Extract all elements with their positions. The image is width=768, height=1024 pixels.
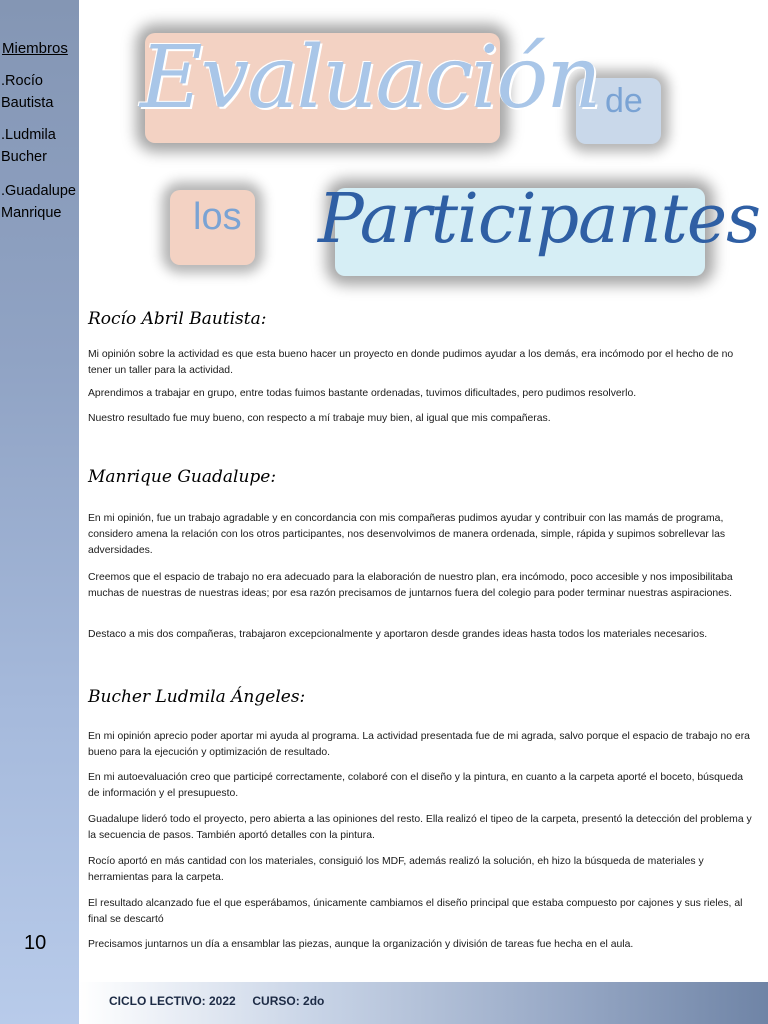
section-heading-guadalupe: Manrique Guadalupe: — [88, 467, 277, 487]
paragraph: Mi opinión sobre la actividad es que esta bueno hacer un proyecto en donde pudimos ayudar a los demás, era incómodo por el hecho de no tener un taller para la actividad. — [88, 349, 734, 376]
section-heading-rocio: Rocío Abril Bautista: — [88, 309, 267, 329]
member-guadalupe: .Guadalupe Manrique — [1, 183, 76, 221]
paragraph: El resultado alcanzado fue el que esperábamos, únicamente cambiamos el diseño principal que estaba compuesto por cajones y sus rieles, al final se descartó — [88, 898, 743, 925]
paragraph: Rocío aportó en más cantidad con los materiales, consiguió los MDF, además realizó la solución, eh hizo la búsqueda de materiales y herramientas para la carpeta. — [88, 856, 704, 883]
paragraph: En mi opinión aprecio poder aportar mi ayuda al programa. La actividad presentada fue de mi agrada, salvo porque el espacio de trabajo no era bueno para la ejecución y optimización de resultado. — [88, 731, 750, 758]
paragraph: En mi autoevaluación creo que participé correctamente, colaboré con el diseño y la pintura, en cuanto a la carpeta aporté el boceto, búsqueda de información y el presupuesto. — [88, 772, 744, 799]
page-number: 10 — [24, 932, 47, 954]
title-los: los — [193, 196, 242, 238]
title-de: de — [605, 82, 643, 120]
paragraph: En mi opinión, fue un trabajo agradable y en concordancia con mis compañeras pudimos ayudar y contribuir con las mamás de programa, considero amena la relación con los otros participantes, nos desenvolvimos de manera ordenada, simple, rápida y supimos sobrellevar las adversidades. — [88, 513, 726, 556]
paragraph: Guadalupe lideró todo el proyecto, pero abierta a las opiniones del resto. Ella realizó el tipeo de la carpeta, presentó la detección del problema y la secuencia de pasos. También aportó detalles con la pintura. — [88, 814, 752, 841]
member-ludmila: .Ludmila Bucher — [1, 127, 56, 165]
paragraph: Aprendimos a trabajar en grupo, entre todas fuimos bastante ordenadas, tuvimos dificultades, pero pudimos resolverlo. — [88, 388, 637, 399]
member-rocio: .Rocío Bautista — [1, 73, 54, 111]
section-heading-ludmila: Bucher Ludmila Ángeles: — [88, 687, 306, 707]
paragraph: Nuestro resultado fue muy bueno, con respecto a mí trabaje muy bien, al igual que mis compañeras. — [88, 413, 551, 424]
paragraph: Destaco a mis dos compañeras, trabajaron excepcionalmente y aportaron desde grandes ideas hasta todos los materiales necesarios. — [88, 629, 708, 640]
members-title: Miembros — [2, 40, 68, 57]
title-participantes: Participantes — [318, 180, 760, 259]
paragraph: Creemos que el espacio de trabajo no era adecuado para la elaboración de nuestro plan, era incómodo, poco accesible y nos imposibilitaba muchas de nuestras de nuestras ideas; por esa razón precisamos de juntarnos fuera del colegio para poder terminar nuestras aspiraciones. — [88, 572, 733, 599]
paragraph: Precisamos juntarnos un día a ensamblar las piezas, aunque la organización y división de tareas fue hecha en el aula. — [88, 939, 634, 950]
footer-text: CICLO LECTIVO: 2022 CURSO: 2do — [109, 994, 325, 1008]
title-evaluacion: Evaluación — [140, 28, 600, 128]
